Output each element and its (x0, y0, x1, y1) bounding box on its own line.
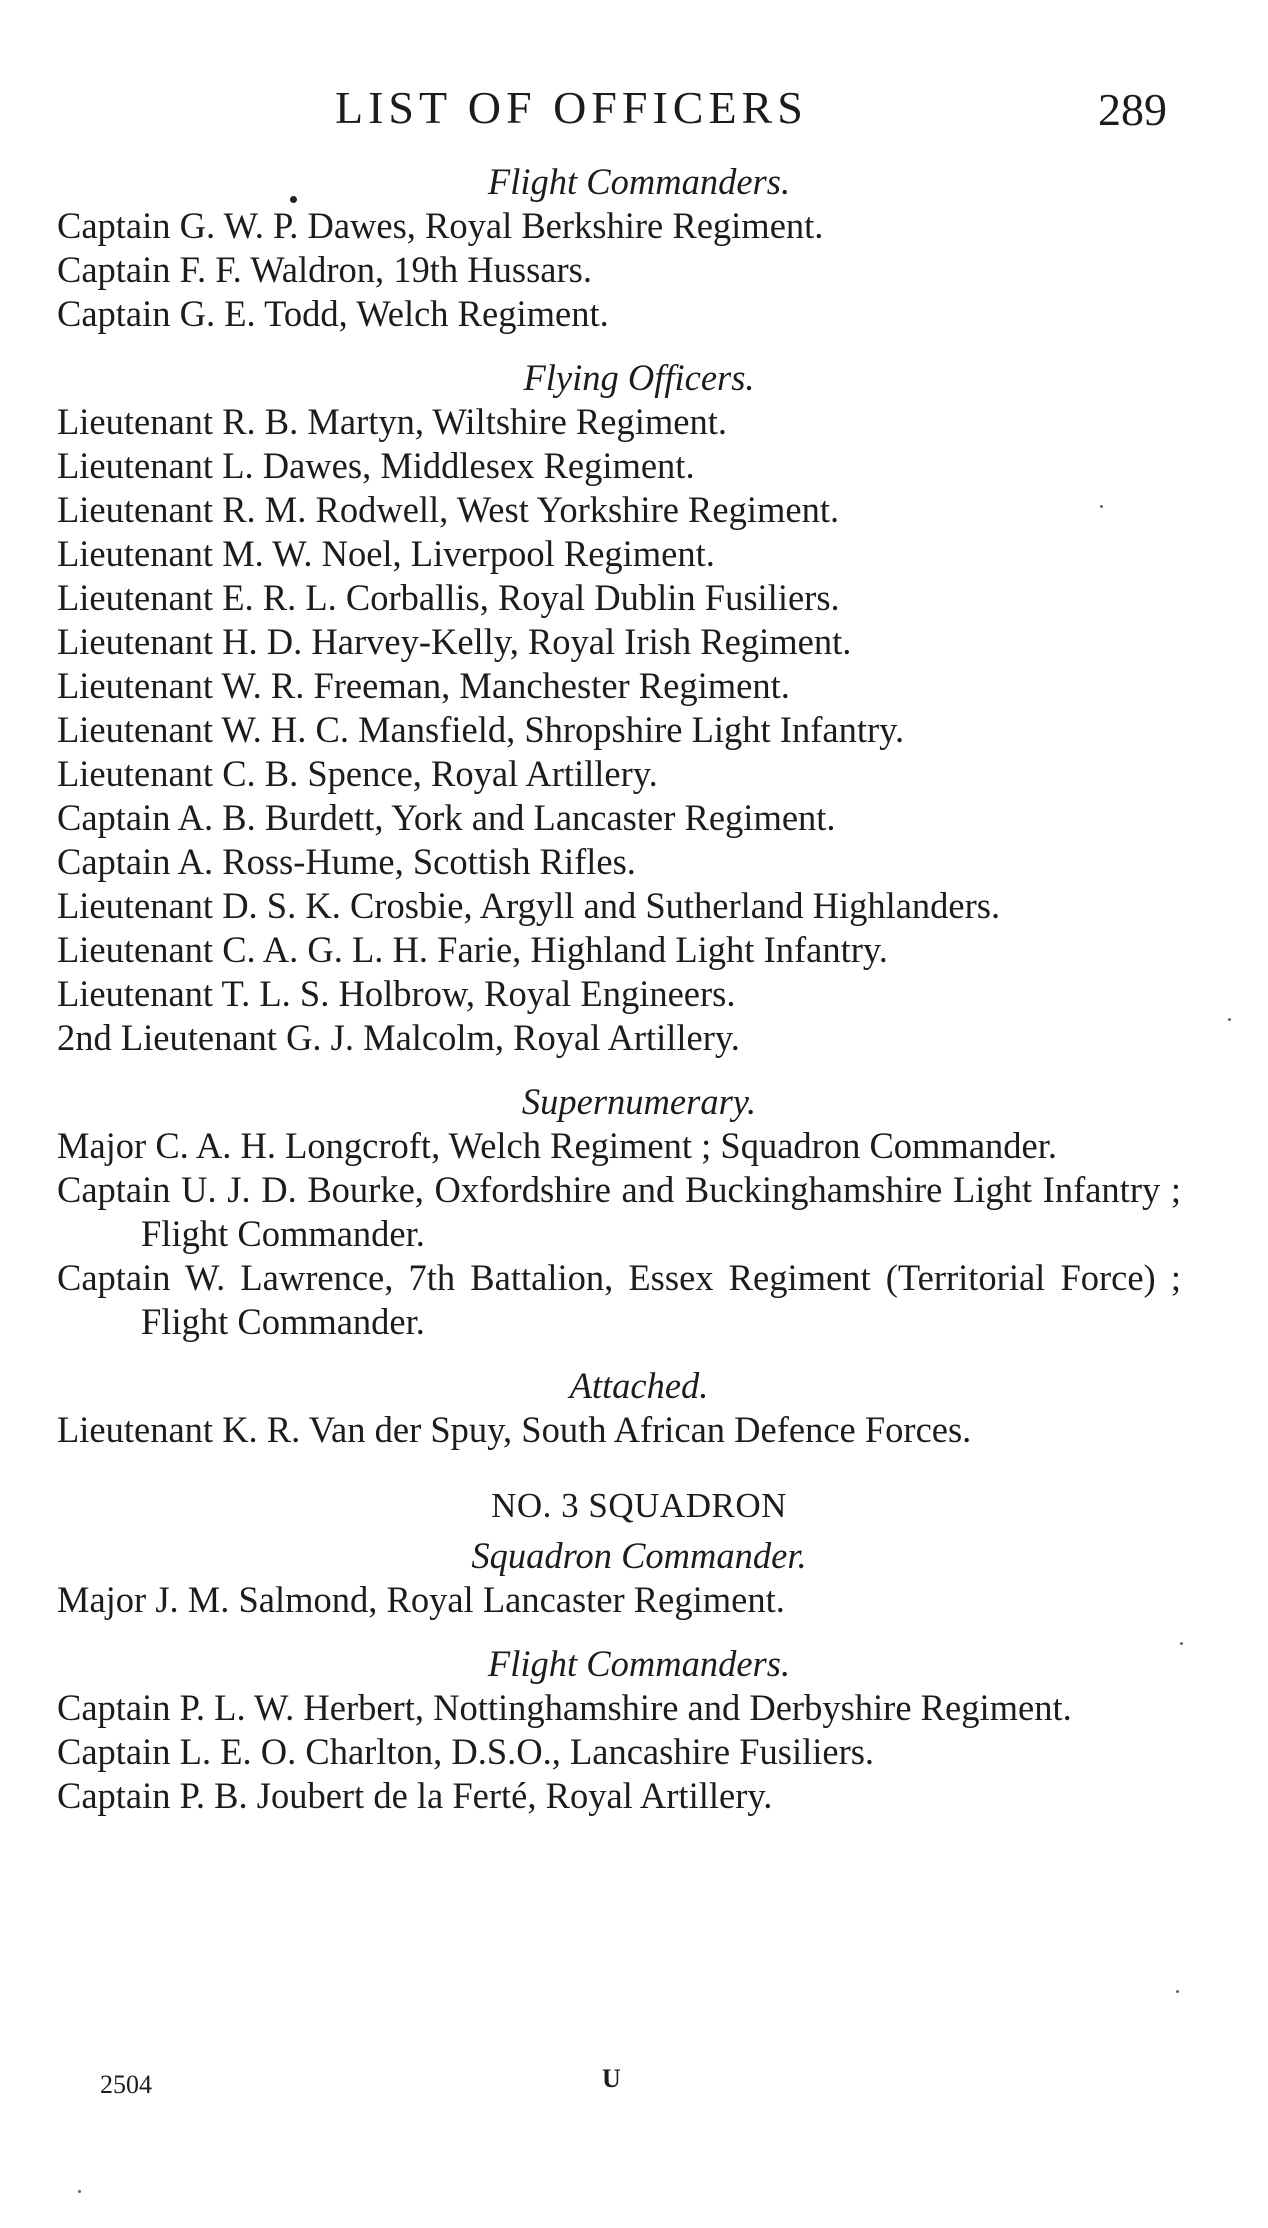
print-speck (1228, 1018, 1231, 1021)
section-heading-supernumerary: Supernumerary. (521, 1081, 757, 1122)
officer-entry: Captain F. F. Waldron, 19th Hussars. (57, 249, 592, 290)
officer-entry: Captain G. W. P. Dawes, Royal Berkshire Regiment. (57, 205, 824, 246)
page-title: LIST OF OFFICERS (335, 82, 808, 133)
officer-entry: Lieutenant W. R. Freeman, Manchester Regiment. (57, 665, 790, 706)
officer-entry: Captain W. Lawrence, 7th Battalion, Essex Regiment (Territorial Force) ; Flight Commander. (57, 1257, 1181, 1342)
officer-entry: Lieutenant C. B. Spence, Royal Artillery. (57, 753, 658, 794)
print-speck (78, 2190, 81, 2193)
officer-entry: Lieutenant K. R. Van der Spuy, South African Defence Forces. (57, 1409, 972, 1450)
officer-entry: 2nd Lieutenant G. J. Malcolm, Royal Artillery. (57, 1017, 740, 1058)
officer-entry: Lieutenant D. S. K. Crosbie, Argyll and Sutherland Highlanders. (57, 885, 1001, 926)
section-heading-flight-commanders-3: Flight Commanders. (487, 1643, 791, 1684)
officer-entry: Major J. M. Salmond, Royal Lancaster Regiment. (57, 1579, 785, 1620)
squadron-title: NO. 3 SQUADRON (491, 1486, 787, 1525)
officer-entry: Captain U. J. D. Bourke, Oxfordshire and Buckinghamshire Light Infantry ; Flight Commander. (57, 1169, 1181, 1254)
section-heading-flying-officers: Flying Officers. (523, 357, 755, 398)
officer-entry: Lieutenant T. L. S. Holbrow, Royal Engineers. (57, 973, 736, 1014)
section-heading-flight-commanders: Flight Commanders. (487, 161, 791, 202)
running-head (0, 78, 1268, 138)
officer-entry: Captain P. L. W. Herbert, Nottinghamshire and Derbyshire Regiment. (57, 1687, 1072, 1728)
officer-entry: Major C. A. H. Longcroft, Welch Regiment ; Squadron Commander. (57, 1125, 1057, 1166)
print-speck (290, 196, 297, 203)
print-speck (1176, 1990, 1179, 1993)
officer-entry: Lieutenant L. Dawes, Middlesex Regiment. (57, 445, 695, 486)
officer-entry: Lieutenant E. R. L. Corballis, Royal Dublin Fusiliers. (57, 577, 840, 618)
officer-entry: Captain A. Ross-Hume, Scottish Rifles. (57, 841, 636, 882)
officer-list (57, 160, 1181, 1818)
officer-entry: Captain P. B. Joubert de la Ferté, Royal Artillery. (57, 1775, 773, 1816)
officer-entry: Lieutenant R. M. Rodwell, West Yorkshire Regiment. (57, 489, 840, 530)
officer-entry: Captain L. E. O. Charlton, D.S.O., Lancashire Fusiliers. (57, 1731, 875, 1772)
page-number: 289 (1098, 84, 1167, 135)
print-speck (1100, 505, 1103, 508)
officer-entry: Captain A. B. Burdett, York and Lancaster Regiment. (57, 797, 836, 838)
officer-entry: Captain G. E. Todd, Welch Regiment. (57, 293, 609, 334)
officer-entry: Lieutenant R. B. Martyn, Wiltshire Regiment. (57, 401, 727, 442)
officer-entry: Lieutenant M. W. Noel, Liverpool Regiment. (57, 533, 715, 574)
signature-code: 2504 (100, 2070, 152, 2099)
section-heading-squadron-commander: Squadron Commander. (471, 1535, 807, 1576)
officer-entry: Lieutenant H. D. Harvey-Kelly, Royal Irish Regiment. (57, 621, 852, 662)
officer-entry: Lieutenant W. H. C. Mansfield, Shropshire Light Infantry. (57, 709, 905, 750)
officer-entry: Lieutenant C. A. G. L. H. Farie, Highland Light Infantry. (57, 929, 888, 970)
print-speck (1180, 1642, 1183, 1645)
section-heading-attached: Attached. (569, 1365, 709, 1406)
page-footer (0, 2060, 1268, 2100)
signature-mark: U (602, 2064, 621, 2093)
